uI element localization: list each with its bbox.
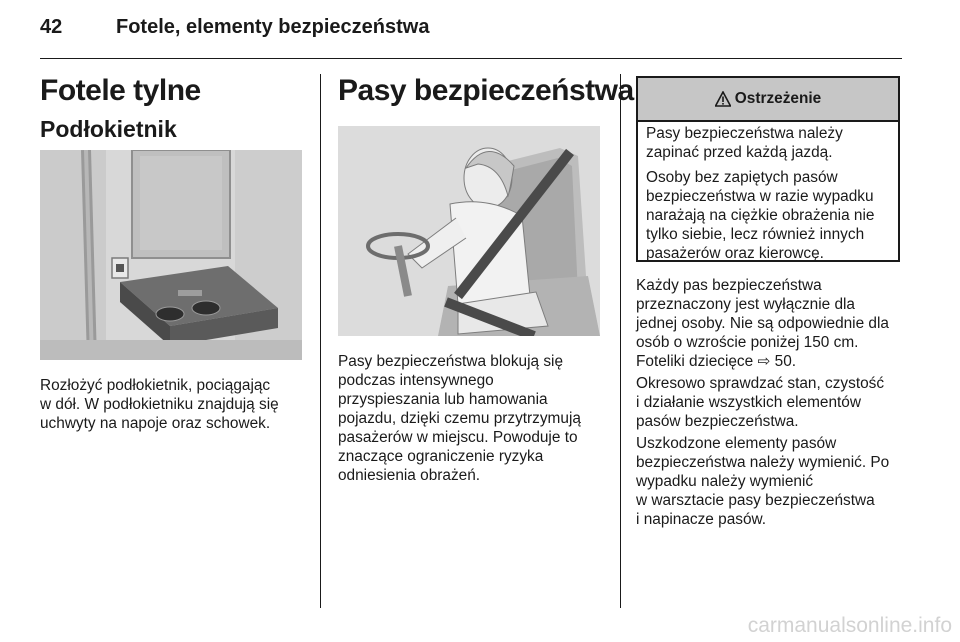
text-line: bezpieczeństwa w razie wypadku — [646, 188, 874, 205]
warning-header — [638, 78, 898, 122]
text-line: pasażerów oraz kierowcę. — [646, 245, 824, 262]
column-divider-right — [620, 74, 621, 608]
text-line: Okresowo sprawdzać stan, czystość — [636, 375, 885, 392]
text-line: Pasy bezpieczeństwa blokują się — [338, 353, 563, 370]
text-line: Uszkodzone elementy pasów — [636, 435, 837, 452]
armrest-text — [40, 376, 279, 433]
text-line: Pasy bezpieczeństwa należy — [646, 125, 843, 142]
text-line: w dół. W podłokietniku znajdują się — [40, 396, 279, 413]
belt-check-text — [636, 374, 884, 431]
text-line: bezpieczeństwa należy wymienić. Po — [636, 454, 890, 471]
warning-title: Ostrzeżenie — [734, 90, 822, 107]
text-line: tylko siebie, lecz również innych — [646, 226, 865, 243]
column-divider-left — [320, 74, 321, 608]
text-line: podczas intensywnego — [338, 372, 494, 389]
text-line: przyspieszania lub hamowania — [338, 391, 548, 408]
armrest-subheading: Podłokietnik — [40, 116, 177, 142]
text-line: wypadku należy wymienić — [636, 473, 814, 490]
text-line: w warsztacie pasy bezpieczeństwa — [636, 492, 875, 509]
text-line: narażają na ciężkie obrażenia nie — [646, 207, 875, 224]
armrest-illustration — [40, 150, 302, 360]
watermark: carmanualsonline.info — [747, 614, 952, 637]
warning-text — [646, 124, 874, 263]
seat-belt-illustration — [338, 126, 600, 336]
belt-replace-text — [636, 434, 889, 529]
text-line: odniesienia obrażeń. — [338, 467, 481, 484]
text-line: jednej osoby. Nie są odpowiednie dla — [636, 315, 889, 332]
text-line: pasów bezpieczeństwa. — [636, 413, 799, 430]
text-line: pasażerów w miejscu. Powoduje to — [338, 429, 578, 446]
text-line: i działanie wszystkich elementów — [636, 394, 861, 411]
warning-box — [636, 76, 900, 262]
seat-belts-text — [338, 352, 581, 485]
text-line: Osoby bez zapiętych pasów — [646, 169, 838, 186]
header-rule — [40, 58, 902, 59]
text-line: Każdy pas bezpieczeństwa — [636, 277, 822, 294]
text-line: znaczące ograniczenie ryzyka — [338, 448, 544, 465]
text-line: i napinacze pasów. — [636, 511, 767, 528]
text-line: uchwyty na napoje oraz schowek. — [40, 415, 271, 432]
page-number: 42 — [40, 16, 63, 38]
warning-triangle-icon — [715, 91, 731, 107]
running-title: Fotele, elementy bezpieczeństwa — [116, 16, 430, 38]
text-line: przeznaczony jest wyłącznie dla — [636, 296, 855, 313]
text-line: Foteliki dziecięce ⇨ 50. — [636, 353, 797, 370]
rear-seats-heading: Fotele tylne — [40, 74, 201, 107]
text-line: Rozłożyć podłokietnik, pociągając — [40, 377, 271, 394]
belt-usage-text — [636, 276, 889, 371]
text-line: osób o wzroście poniżej 150 cm. — [636, 334, 859, 351]
text-line: pojazdu, dzięki czemu przytrzymują — [338, 410, 581, 427]
seat-belts-heading: Pasy bezpieczeństwa — [338, 74, 634, 107]
text-line: zapinać przed każdą jazdą. — [646, 144, 833, 161]
